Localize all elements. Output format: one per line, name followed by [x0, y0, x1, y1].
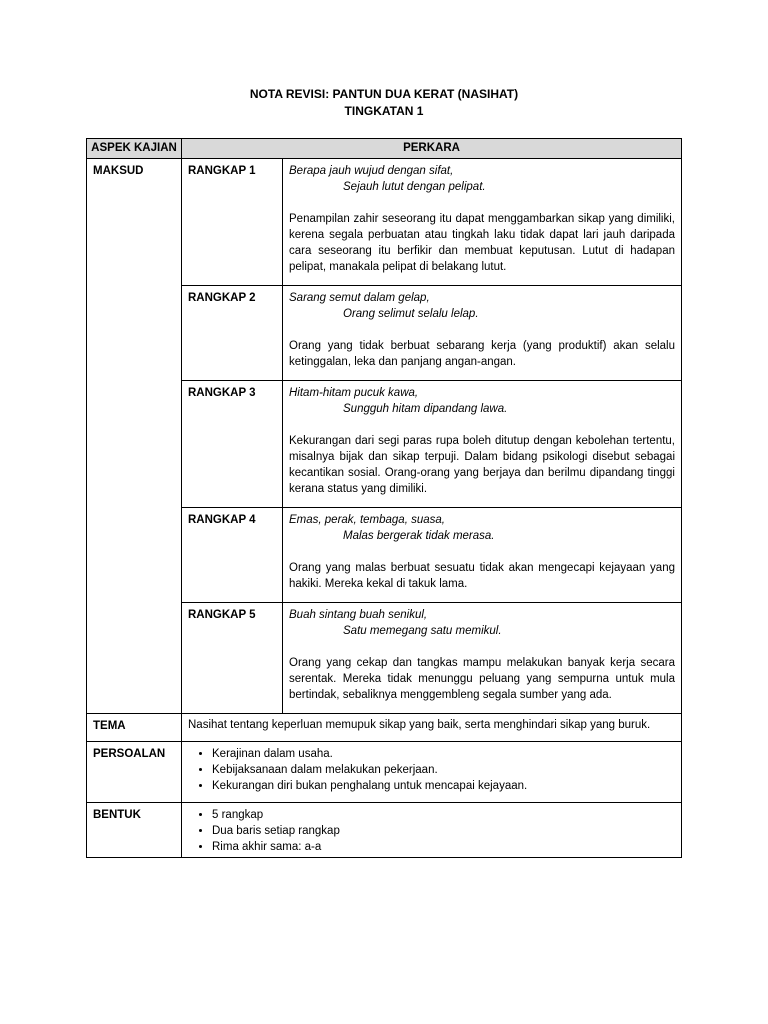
list-item: • Kebijaksanaan dalam melakukan pekerjaan. — [212, 762, 675, 778]
rangkap-label: RANGKAP 4 — [182, 508, 283, 603]
maksud-row — [87, 159, 682, 714]
tema-label: TEMA — [87, 714, 182, 742]
pantun-line-2: Sejauh lutut dengan pelipat. — [343, 181, 486, 193]
bentuk-row — [87, 803, 682, 858]
tema-row — [87, 714, 682, 742]
pantun-line-2: Sungguh hitam dipandang lawa. — [343, 403, 508, 415]
perkara-header: PERKARA — [182, 139, 682, 159]
maksud-content — [182, 159, 682, 714]
tema-text: Nasihat tentang keperluan memupuk sikap yang baik, serta menghindari sikap yang buruk. — [182, 714, 682, 742]
persoalan-row — [87, 742, 682, 803]
bentuk-content — [182, 803, 682, 858]
pantun-line-1: Buah sintang buah senikul, — [289, 609, 428, 621]
rangkap-label: RANGKAP 5 — [182, 603, 283, 714]
rangkap-label: RANGKAP 2 — [182, 286, 283, 381]
rangkap-row-5 — [182, 603, 681, 714]
rangkap-explanation: Kekurangan dari segi paras rupa boleh ditutup dengan kebolehan tertentu, misalnya bijak dan sikap terpuji. Dalam bidang psikologi disebut sebagai kecantikan sosial. Orang-orang yang berjaya dan berilmu dipandang tinggi kerana status yang dimiliki. — [289, 435, 675, 495]
rangkap-explanation: Penampilan zahir seseorang itu dapat menggambarkan sikap yang dimiliki, kerena segala perbuatan atau tingkah laku tidak dapat lari jauh daripada cara seseorang itu berfikir dan membuat keputusan. Lutut di hadapan pelipat, manakala pelipat di belakang lutut. — [289, 213, 675, 273]
bentuk-list — [188, 807, 675, 855]
pantun-line-1: Hitam-hitam pucuk kawa, — [289, 387, 419, 399]
rangkap-text — [283, 286, 682, 381]
rangkap-explanation: Orang yang cekap dan tangkas mampu melakukan banyak kerja secara serentak. Mereka tidak menunggu peluang yang sempurna untuk mula bertindak, sebaliknya menggembleng segala sumber yang ada. — [289, 657, 675, 701]
rangkap-explanation: Orang yang malas berbuat sesuatu tidak akan mengecapi kejayaan yang hakiki. Mereka kekal di takuk lama. — [289, 562, 675, 590]
rangkap-text — [283, 508, 682, 603]
document-subtitle: TINGKATAN 1 — [344, 104, 424, 118]
list-item: • Rima akhir sama: a-a — [212, 839, 675, 855]
persoalan-list — [188, 746, 675, 794]
pantun-line-2: Malas bergerak tidak merasa. — [343, 530, 495, 542]
rangkap-row-4 — [182, 508, 681, 603]
rangkap-row-3 — [182, 381, 681, 508]
document-header — [0, 86, 768, 120]
aspek-kajian-header: ASPEK KAJIAN — [87, 139, 182, 159]
list-item: • Kerajinan dalam usaha. — [212, 746, 675, 762]
rangkap-explanation: Orang yang tidak berbuat sebarang kerja (yang produktif) akan selalu ketinggalan, leka dan panjang angan-angan. — [289, 340, 675, 368]
rangkap-row-1 — [182, 159, 681, 286]
pantun-line-2: Satu memegang satu memikul. — [343, 625, 502, 637]
list-item: • 5 rangkap — [212, 807, 675, 823]
bentuk-label: BENTUK — [87, 803, 182, 858]
list-item: • Dua baris setiap rangkap — [212, 823, 675, 839]
rangkap-text — [283, 603, 682, 714]
document-title: NOTA REVISI: PANTUN DUA KERAT (NASIHAT) — [249, 87, 519, 101]
rangkap-row-2 — [182, 286, 681, 381]
persoalan-content — [182, 742, 682, 803]
pantun-line-1: Sarang semut dalam gelap, — [289, 292, 430, 304]
pantun-line-1: Emas, perak, tembaga, suasa, — [289, 514, 445, 526]
rangkap-label: RANGKAP 3 — [182, 381, 283, 508]
rangkap-table — [182, 159, 681, 713]
pantun-line-1: Berapa jauh wujud dengan sifat, — [289, 165, 454, 177]
rangkap-text — [283, 381, 682, 508]
rangkap-label: RANGKAP 1 — [182, 159, 283, 286]
notes-table — [86, 138, 682, 858]
list-item: • Kekurangan diri bukan penghalang untuk mencapai kejayaan. — [212, 778, 675, 794]
rangkap-text — [283, 159, 682, 286]
table-header-row — [87, 139, 682, 159]
pantun-line-2: Orang selimut selalu lelap. — [343, 308, 479, 320]
maksud-label: MAKSUD — [87, 159, 182, 714]
persoalan-label: PERSOALAN — [87, 742, 182, 803]
